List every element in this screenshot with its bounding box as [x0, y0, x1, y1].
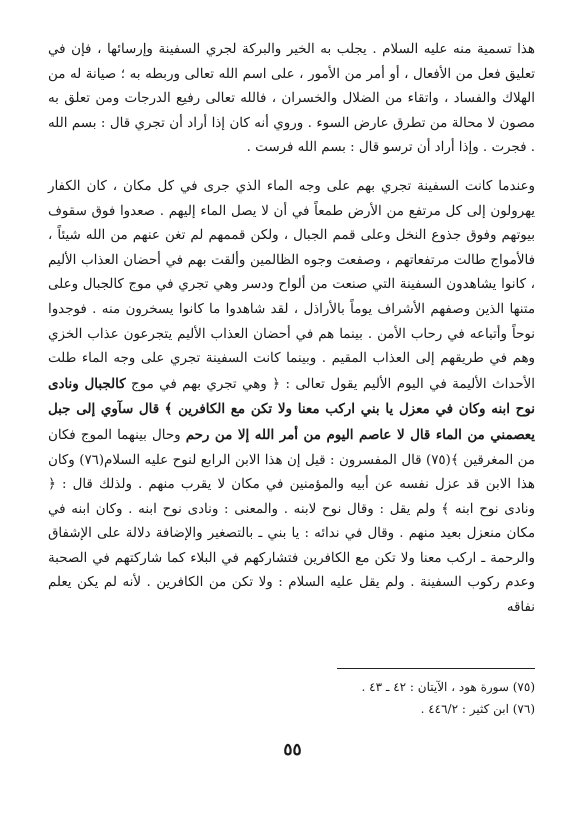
- text-line: ولا تكن مع الكافرين فتشاركهم في البلاء كما شاركتهم في الصحبة وعدم ركوب: [48, 550, 535, 591]
- text-line: طريقهم إلى العذاب المقيم . وبينما كانت السفينة تجري على وجه الماء طلت: [48, 351, 484, 367]
- footnote: (٧٦) ابن كثير : ٤٤٦/٢ .: [420, 702, 535, 716]
- text-line: بالأراذل ، لقد شاهدوا ما كانوا يسخرون منه . فوجدوا نوحاً وأتباعه في رحاب: [48, 301, 535, 342]
- page-number: ٥٥: [283, 740, 302, 760]
- text-line: في ندائه : يا بني ـ بالتصغير والإضافة دلالة على الإشفاق والرحمة ـ اركب معنا: [48, 526, 535, 566]
- quran-verse-line: كالجبال ونادى نوح ابنه وكان في معزل يا بني اركب معنا ولا تكن مع الكافرين ﴾: [48, 375, 535, 418]
- text-line: صعدوا فوق سقوف بيوتهم وفوق جذوع النخل وعلى قمم الجبال ، ولكن قممهم: [48, 203, 535, 244]
- text-line: لابنه . والمعنى : ونادى نوح ابنه . وكان ابنه في مكان منعزل بعيد منهم . وقال: [48, 501, 535, 542]
- quran-verse-line: قال سآوي إلى جبل يعصمني من الماء قال لا عاصم اليوم من أمر الله إلا من رحم: [48, 401, 535, 443]
- paragraph-1: [48, 38, 535, 161]
- text-line: الأحداث الأليمة في اليوم الأليم يقول تعالى : ﴿ وهي تجري بهم في موج: [131, 376, 535, 392]
- text-line: الأمن . بينما هم في أحضان العذاب الأليم يتجرعون عذاب الخزي وهم في: [48, 326, 536, 367]
- text-line: فإن في تعليق فعل من الأفعال ، أو أمر من الأمور ، على اسم الله تعالى وربطه: [48, 42, 536, 82]
- text-line: كان الكفار يهرولون إلى كل مرتفع من الأرض طمعاً في أن لا يصل الماء إليهم .: [48, 178, 536, 219]
- text-line: السفينة . ولم يقل عليه السلام : ولا تكن من الكافرين . لأنه لم يكن يعلم نفاقه: [48, 575, 535, 616]
- text-line: مكان لا يقرب منهم . ولذلك قال : ﴿ ونادى نوح ابنه ﴾ ولم يقل : وقال نوح: [48, 477, 535, 517]
- footnotes: [48, 676, 535, 720]
- text-line: وحال بينهما الموج فكان من المغرقين ﴾(٧٥) قال المفسرون : قيل إن هذا الابن: [48, 427, 535, 468]
- text-line: به ؛ صيانة له من الهلاك والفساد ، واتقاء من الضلال والخسران ، فالله تعالى: [48, 66, 535, 107]
- footnote-separator: [337, 668, 535, 669]
- text-line: كان إذا أراد أن تجري قال : بسم الله . فجرت . وإذا أراد أن ترسو قال : بسم الله: [48, 115, 535, 156]
- text-line: ألواح ودسر وهي تجري في موج كالجبال وعلى متنها الذين وصفهم الأشراف يوماً: [48, 277, 535, 317]
- text-line: وعندما كانت السفينة تجري بهم على وجه الماء الذي جرى في كل مكان ،: [112, 178, 535, 194]
- text-line: لم تغن عنهم من الله شيئاً ، فالأمواج طالت مرتفعاتهم ، وصفعت وجوه الظالمين: [48, 228, 535, 268]
- text-line: رفيع الدرجات ومن تعلق به مصون لا محالة من تطرق عارض السوء . وروي أنه: [48, 91, 535, 131]
- text-line: هذا تسمية منه عليه السلام . يجلب به الخير والبركة لجري السفينة وإرسائها ،: [97, 42, 535, 57]
- text-line: وألقت بهم في أحضان العذاب الأليم ، كانوا يشاهدون السفينة التي صنعت من: [48, 252, 535, 293]
- footnote: (٧٥) سورة هود ، الآيتان : ٤٢ ـ ٤٣ .: [361, 680, 535, 694]
- text-line: فرست .: [246, 140, 294, 156]
- text-line: الرابع لنوح عليه السلام(٧٦) وكان هذا الابن قد عزل نفسه عن أبيه والمؤمنين في: [48, 452, 535, 493]
- body-text: [48, 38, 535, 621]
- paragraph-2: [48, 175, 535, 621]
